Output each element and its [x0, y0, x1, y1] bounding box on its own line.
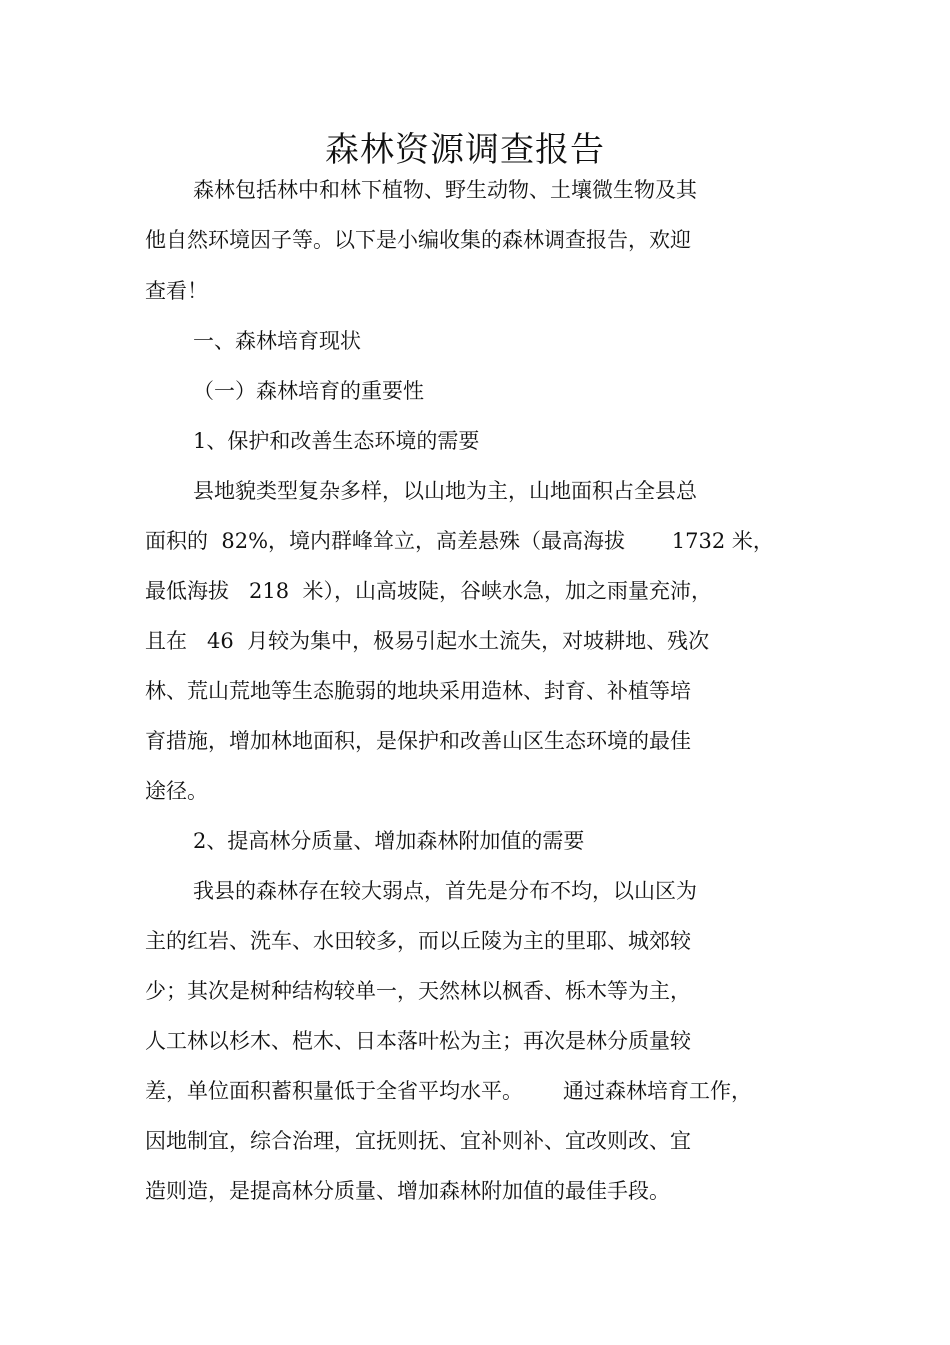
- paragraph-line: 因地制宜，综合治理，宜抚则抚、宜补则补、宜改则改、宜: [145, 1129, 691, 1153]
- paragraph-line: 森林包括林中和林下植物、野生动物、土壤微生物及其: [193, 178, 697, 202]
- item-heading: 1、保护和改善生态环境的需要: [193, 429, 480, 453]
- paragraph-line: 主的红岩、洗车、水田较多，而以丘陵为主的里耶、城郊较: [145, 929, 691, 953]
- paragraph-line: 他自然环境因子等。以下是小编收集的森林调查报告，欢迎: [145, 228, 691, 252]
- paragraph-line: 差，单位面积蓄积量低于全省平均水平。 通过森林培育工作，: [145, 1079, 753, 1103]
- paragraph-line: 查看！: [145, 279, 208, 303]
- paragraph-line: 途径。: [145, 779, 208, 803]
- subsection-heading: （一）森林培育的重要性: [193, 379, 424, 403]
- document-title: 森林资源调查报告: [325, 130, 605, 170]
- paragraph-line: 造则造，是提高林分质量、增加森林附加值的最佳手段。: [145, 1179, 670, 1203]
- paragraph-line: 少；其次是树种结构较单一，天然林以枫香、栎木等为主，: [145, 979, 691, 1003]
- section-heading: 一、森林培育现状: [193, 329, 361, 353]
- paragraph-line: 县地貌类型复杂多样，以山地为主，山地面积占全县总: [193, 479, 697, 503]
- paragraph-line: 面积的 82%，境内群峰耸立，高差悬殊（最高海拔 1732 米，: [145, 529, 774, 553]
- paragraph-line: 人工林以杉木、桤木、日本落叶松为主；再次是林分质量较: [145, 1029, 691, 1053]
- paragraph-line: 林、荒山荒地等生态脆弱的地块采用造林、封育、补植等培: [145, 679, 691, 703]
- item-heading: 2、提高林分质量、增加森林附加值的需要: [193, 829, 585, 853]
- paragraph-line: 且在 46 月较为集中，极易引起水土流失，对坡耕地、残次: [145, 629, 710, 653]
- paragraph-line: 最低海拔 218 米），山高坡陡，谷峡水急，加之雨量充沛，: [145, 579, 712, 603]
- paragraph-line: 我县的森林存在较大弱点，首先是分布不均，以山区为: [193, 879, 697, 903]
- paragraph-line: 育措施，增加林地面积，是保护和改善山区生态环境的最佳: [145, 729, 691, 753]
